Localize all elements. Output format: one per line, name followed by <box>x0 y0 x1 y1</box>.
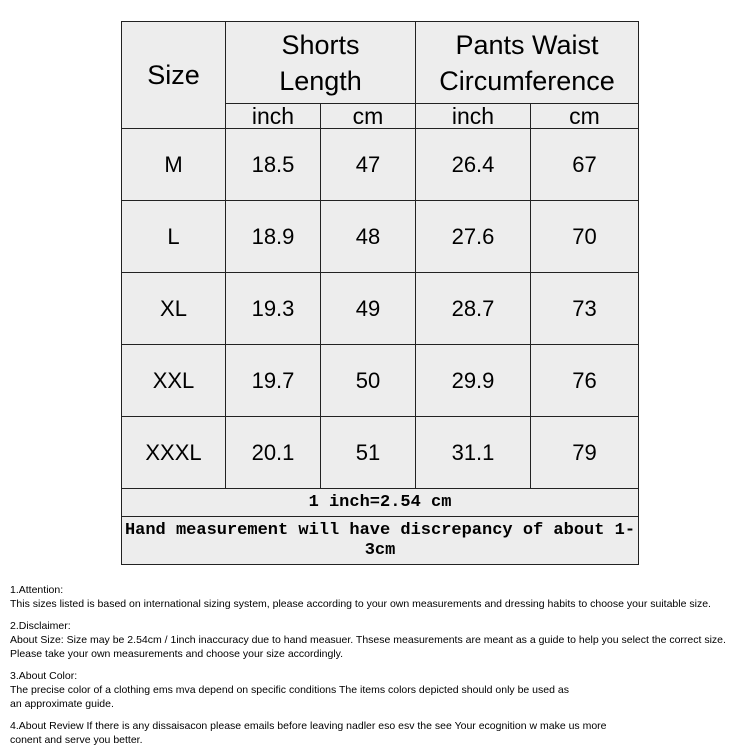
size-cell: M <box>122 129 226 201</box>
header-size: Size <box>122 22 226 129</box>
size-chart-table <box>121 21 639 565</box>
shorts-cm-cell: 48 <box>321 201 416 273</box>
disclaimer-line2: Please take your own measurements and choose your size accordingly. <box>10 648 344 660</box>
measurement-note: Hand measurement will have discrepancy of about 1-3cm <box>122 517 639 565</box>
disclaimer-title: 2.Disclaimer: <box>10 620 71 632</box>
header-shorts-length <box>226 22 416 104</box>
shorts-inch-cell: 18.9 <box>226 201 321 273</box>
table-row <box>122 129 639 201</box>
disclaimer-line1: About Size: Size may be 2.54cm / 1inch inaccuracy due to hand measuer. Thsese measurements are meant as a guide to help you select the correct size. <box>10 634 726 646</box>
size-cell: L <box>122 201 226 273</box>
shorts-inch-cell: 19.7 <box>226 345 321 417</box>
header-shorts-line1: Shorts <box>281 29 360 60</box>
waist-inch-cell: 27.6 <box>416 201 531 273</box>
attention-text: This sizes listed is based on international sizing system, please according to your own measurements and dressing habits to choose your suitable size. <box>10 598 711 610</box>
color-title: 3.About Color: <box>10 670 78 682</box>
header-waist-circumference <box>416 22 639 104</box>
table-row <box>122 201 639 273</box>
review-section <box>10 719 745 747</box>
table-row <box>122 273 639 345</box>
color-section <box>10 669 745 711</box>
color-line2: an approximate guide. <box>10 698 114 710</box>
waist-cm-cell: 70 <box>531 201 639 273</box>
waist-inch-cell: 29.9 <box>416 345 531 417</box>
shorts-cm-cell: 51 <box>321 417 416 489</box>
size-cell: XL <box>122 273 226 345</box>
review-line2: conent and serve you better. <box>10 734 143 746</box>
waist-inch-cell: 26.4 <box>416 129 531 201</box>
table-row <box>122 417 639 489</box>
header-shorts-line2: Length <box>279 65 362 96</box>
shorts-inch-cell: 19.3 <box>226 273 321 345</box>
measurement-note-row <box>122 517 639 565</box>
shorts-cm-cell: 47 <box>321 129 416 201</box>
notes-section <box>10 583 745 755</box>
shorts-inch-cell: 20.1 <box>226 417 321 489</box>
waist-inch-cell: 28.7 <box>416 273 531 345</box>
size-cell: XXXL <box>122 417 226 489</box>
unit-waist-cm: cm <box>531 104 639 129</box>
unit-shorts-inch: inch <box>226 104 321 129</box>
waist-cm-cell: 67 <box>531 129 639 201</box>
unit-waist-inch: inch <box>416 104 531 129</box>
header-waist-line1: Pants Waist <box>455 29 599 60</box>
table-row <box>122 345 639 417</box>
waist-cm-cell: 73 <box>531 273 639 345</box>
size-cell: XXL <box>122 345 226 417</box>
waist-inch-cell: 31.1 <box>416 417 531 489</box>
waist-cm-cell: 76 <box>531 345 639 417</box>
review-line1: 4.About Review If there is any dissaisacon please emails before leaving nadler eso esv the see Your ecognition w make us more <box>10 720 607 732</box>
header-row <box>122 22 639 104</box>
shorts-cm-cell: 50 <box>321 345 416 417</box>
disclaimer-section <box>10 619 745 661</box>
attention-title: 1.Attention: <box>10 584 64 596</box>
conversion-row <box>122 489 639 517</box>
attention-section <box>10 583 745 611</box>
header-waist-line2: Circumference <box>439 65 615 96</box>
shorts-cm-cell: 49 <box>321 273 416 345</box>
shorts-inch-cell: 18.5 <box>226 129 321 201</box>
unit-shorts-cm: cm <box>321 104 416 129</box>
waist-cm-cell: 79 <box>531 417 639 489</box>
color-line1: The precise color of a clothing ems mva depend on specific conditions The items colors depicted should only be used as <box>10 684 569 696</box>
conversion-note: 1 inch=2.54 cm <box>122 489 639 517</box>
